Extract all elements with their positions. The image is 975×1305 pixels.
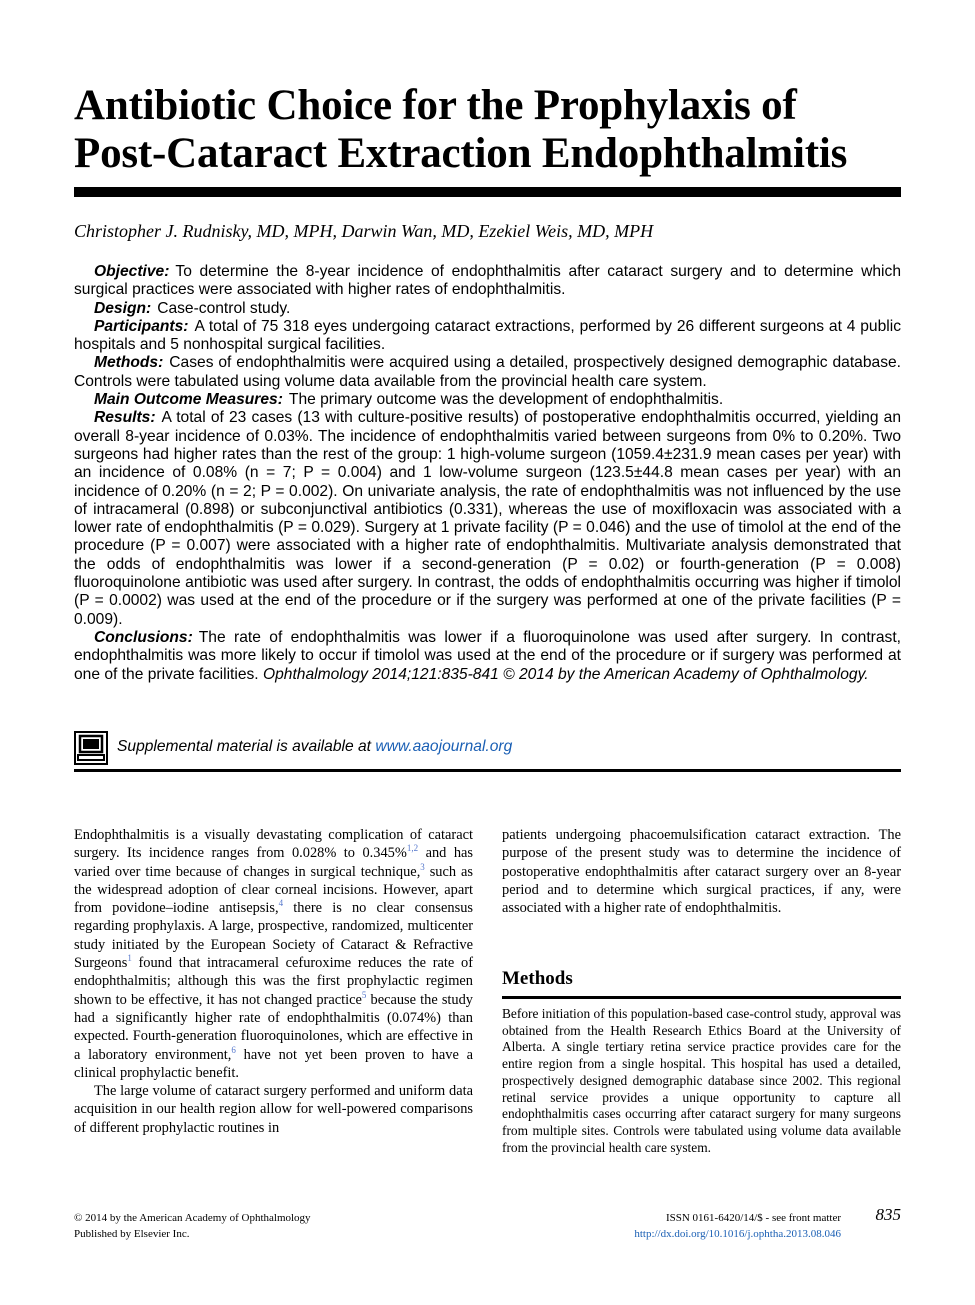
abstract-outcome	[74, 391, 901, 409]
footer-left	[74, 1210, 311, 1242]
participants-text: A total of 75 318 eyes undergoing cataract extractions, performed by 26 different surgeons at 4 public hospitals and 5 nonhospital surgical facilities.	[74, 317, 901, 354]
intro-text: and has varied over time because of changes in surgical technique,	[74, 845, 473, 880]
conclusions-text: The rate of endophthalmitis was lower if a fluoroquinolone was used after surgery. In contrast, endophthalmitis was more likely to occur if timolol was used at the end of the procedure or if surgery was performed at one of the private facilities.	[74, 628, 901, 683]
results-text: A total of 23 cases (13 with culture-positive results) of postoperative endophthalmitis occurred, yielding an overall 8-year incidence of 0.03%. The incidence of endophthalmitis varied between surgeons from 0% to 0.20%. Two surgeons had higher rates than the rest of the group: 1 high-volume surgeon (1059.4±231.9 mean cases per year) with an incidence of 0.08% (n = 7; P = 0.004) and 1 low-volume surgeon (123.5±44.8 mean cases per year) with an incidence of 0.20% (n = 2; P = 0.002). On univariate analysis, the rate of endophthalmitis was not influenced by the use of intracameral (0.898) or subconjunctival antibiotics (0.331), whereas the use of moxifloxacin was associated with a lower rate of endophthalmitis (P = 0.029). Surgery at 1 private facility (P = 0.046) and the use of timolol at the end of the procedure (P = 0.007) were associated with a higher rate of endophthalmitis. Multivariate analysis demonstrated that the odds of endophthalmitis was lower if a second-generation (P = 0.02) or fourth-generation (P = 0.008) fluoroquinolone antibiotic was used after surgery. In contrast, the odds of endophthalmitis occurring was higher if timolol (P = 0.0002) was used at the end of the procedure or if the surgery was performed at one of the private facilities (P = 0.009).	[74, 409, 901, 628]
intro-paragraph-2: The large volume of cataract surgery performed and uniform data acquisition in our health region allow for well-powered comparisons of different prophylactic routines in	[74, 1083, 473, 1136]
supplemental-link[interactable]: www.aaojournal.org	[375, 738, 513, 755]
reference-link[interactable]: 3	[420, 861, 425, 872]
abstract-participants	[74, 318, 901, 355]
article-title	[74, 82, 914, 178]
design-label: Design:	[94, 299, 152, 317]
supplemental-label: Supplemental material is available at	[117, 738, 371, 755]
intro-text: have not yet been proven to have a clinical prophylactic benefit.	[74, 1046, 473, 1081]
reference-link[interactable]: 1	[127, 953, 132, 964]
intro-text: found that intracameral cefuroxime reduces the rate of endophthalmitis; although this was the first prophylactic regimen shown to be effective, it has not changed practice	[74, 955, 473, 1008]
abstract-results	[74, 409, 901, 629]
methods-label: Methods:	[94, 354, 164, 372]
body-column-right	[502, 826, 901, 917]
intro-text: because the study had a significantly higher rate of endophthalmitis (0.074%) than expected. Fourth-generation fluoroquinolones, which are effective in a laboratory environment,	[74, 991, 474, 1063]
computer-monitor-icon	[74, 731, 108, 765]
design-text: Case-control study.	[157, 299, 291, 317]
outcome-text: The primary outcome was the development of endophthalmitis.	[288, 391, 724, 409]
objective-text: To determine the 8-year incidence of endophthalmitis after cataract surgery and to determine which surgical practices were associated with higher rates of endophthalmitis.	[74, 263, 901, 299]
abstract	[74, 263, 901, 684]
intro-text: Endophthalmitis is a visually devastating complication of cataract surgery. Its incidence ranges from 0.028% to 0.345%	[74, 827, 473, 862]
abstract-design	[74, 300, 901, 318]
methods-heading: Methods	[502, 968, 573, 989]
body-column-left	[74, 826, 473, 1137]
title-line-2: Post-Cataract Extraction Endophthalmitis	[74, 130, 848, 177]
abstract-bottom-rule	[74, 769, 901, 772]
intro-text: there is no clear consensus regarding prophylaxis. A large, prospective, randomized, multicenter study initiated by the European Society of Cataract & Refractive Surgeons	[74, 900, 473, 972]
supplemental-text	[117, 738, 512, 756]
methods-paragraph: Before initiation of this population-based case-control study, approval was obtained from the Health Research Ethics Board at the University of Alberta. A single tertiary retina service practice provides care for the entire region from a single hospital. This hospital has used a detailed, prospectively designed demographic database since 2002. This regional retinal service provides a unique opportunity to capture all endophthalmitis cases occurring after cataract surgery for many surgeons from multiple sites. Controls were tabulated using volume data available from the provincial health care system.	[502, 1006, 901, 1155]
reference-link[interactable]: 1,2	[406, 843, 419, 854]
footer-right	[634, 1210, 841, 1242]
citation: Ophthalmology 2014;121:835-841 © 2014 by the American Academy of Ophthalmology.	[262, 665, 869, 683]
methods-heading-rule	[502, 996, 901, 999]
intro-paragraph-continued: patients undergoing phacoemulsification cataract extraction. The purpose of the present study was to determine the incidence of postoperative endophthalmitis after cataract surgery over an 8-year period and to determine which surgical practices, if any, were associated with a higher rate of endophthalmitis.	[502, 827, 901, 917]
reference-link[interactable]: 4	[278, 898, 284, 909]
reference-link[interactable]: 5	[361, 989, 367, 1000]
reference-link[interactable]: 6	[231, 1044, 236, 1055]
title-rule	[74, 187, 901, 197]
abstract-objective	[74, 263, 901, 300]
supplemental-banner	[74, 731, 901, 769]
title-line-1: Antibiotic Choice for the Prophylaxis of	[74, 82, 797, 129]
intro-text: such as the widespread adoption of clear corneal incisions. However, apart from povidone–iodine antisepsis,	[74, 863, 473, 917]
outcome-label: Main Outcome Measures:	[94, 391, 283, 409]
copyright: © 2014 by the American Academy of Ophthalmology	[74, 1212, 311, 1224]
issn: ISSN 0161-6420/14/$ - see front matter	[665, 1212, 841, 1224]
publisher: Published by Elsevier Inc.	[74, 1228, 190, 1240]
participants-label: Participants:	[94, 317, 189, 335]
author-list: Christopher J. Rudnisky, MD, MPH, Darwin Wan, MD, Ezekiel Weis, MD, MPH	[74, 221, 654, 241]
intro-paragraph-1	[74, 826, 473, 1082]
abstract-methods	[74, 354, 901, 391]
abstract-conclusions	[74, 629, 901, 684]
objective-label: Objective:	[94, 263, 170, 280]
page-number: 835	[875, 1205, 901, 1224]
results-label: Results:	[94, 409, 156, 427]
doi-link[interactable]: http://dx.doi.org/10.1016/j.ophtha.2013.08.046	[634, 1228, 841, 1240]
methods-text: Cases of endophthalmitis were acquired using a detailed, prospectively designed demographic database. Controls were tabulated using volume data available from the provincial health care system.	[74, 354, 901, 390]
conclusions-label: Conclusions:	[94, 628, 193, 646]
